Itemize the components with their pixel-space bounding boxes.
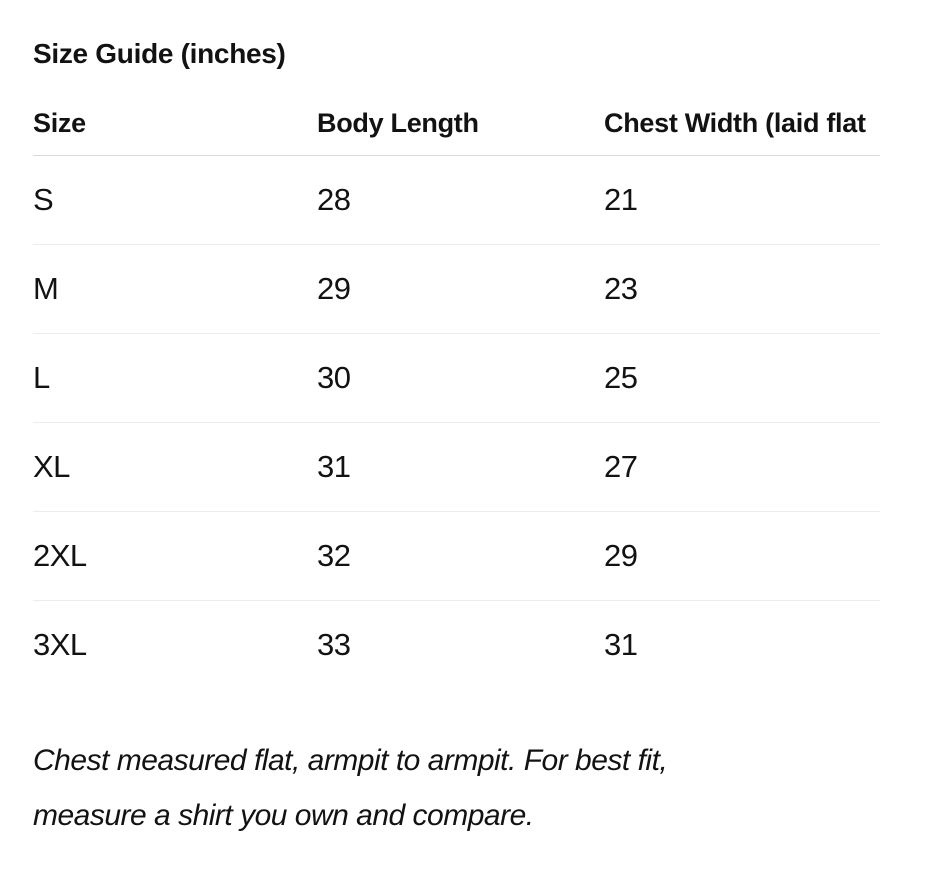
cell-body-length: 31 bbox=[317, 449, 351, 484]
measurement-note-line-2: measure a shirt you own and compare. bbox=[33, 799, 534, 832]
cell-size: 2XL bbox=[33, 538, 87, 573]
table-row bbox=[33, 245, 880, 334]
cell-body-length: 29 bbox=[317, 271, 351, 306]
table-row bbox=[33, 156, 880, 245]
cell-size: M bbox=[33, 271, 59, 306]
measurement-note-line-1: Chest measured flat, armpit to armpit. For best fit, bbox=[33, 744, 668, 777]
cell-chest-width: 29 bbox=[604, 538, 638, 573]
cell-chest-width: 21 bbox=[604, 182, 638, 217]
cell-chest-width: 27 bbox=[604, 449, 638, 484]
cell-chest-width: 31 bbox=[604, 627, 638, 662]
table-row bbox=[33, 512, 880, 601]
size-guide-table bbox=[33, 107, 880, 689]
cell-body-length: 32 bbox=[317, 538, 351, 573]
cell-size: L bbox=[33, 360, 50, 395]
page-title: Size Guide (inches) bbox=[33, 38, 286, 69]
column-header-size: Size bbox=[33, 108, 86, 138]
cell-body-length: 33 bbox=[317, 627, 351, 662]
measurement-note bbox=[33, 733, 928, 843]
table-row bbox=[33, 601, 880, 689]
table-header-row bbox=[33, 107, 880, 156]
table-row bbox=[33, 423, 880, 512]
cell-chest-width: 25 bbox=[604, 360, 638, 395]
cell-size: 3XL bbox=[33, 627, 87, 662]
cell-size: S bbox=[33, 182, 54, 217]
cell-body-length: 30 bbox=[317, 360, 351, 395]
cell-body-length: 28 bbox=[317, 182, 351, 217]
column-header-body-length: Body Length bbox=[317, 108, 479, 138]
column-header-chest-width: Chest Width (laid flat bbox=[604, 108, 866, 138]
table-row bbox=[33, 334, 880, 423]
cell-size: XL bbox=[33, 449, 70, 484]
cell-chest-width: 23 bbox=[604, 271, 638, 306]
